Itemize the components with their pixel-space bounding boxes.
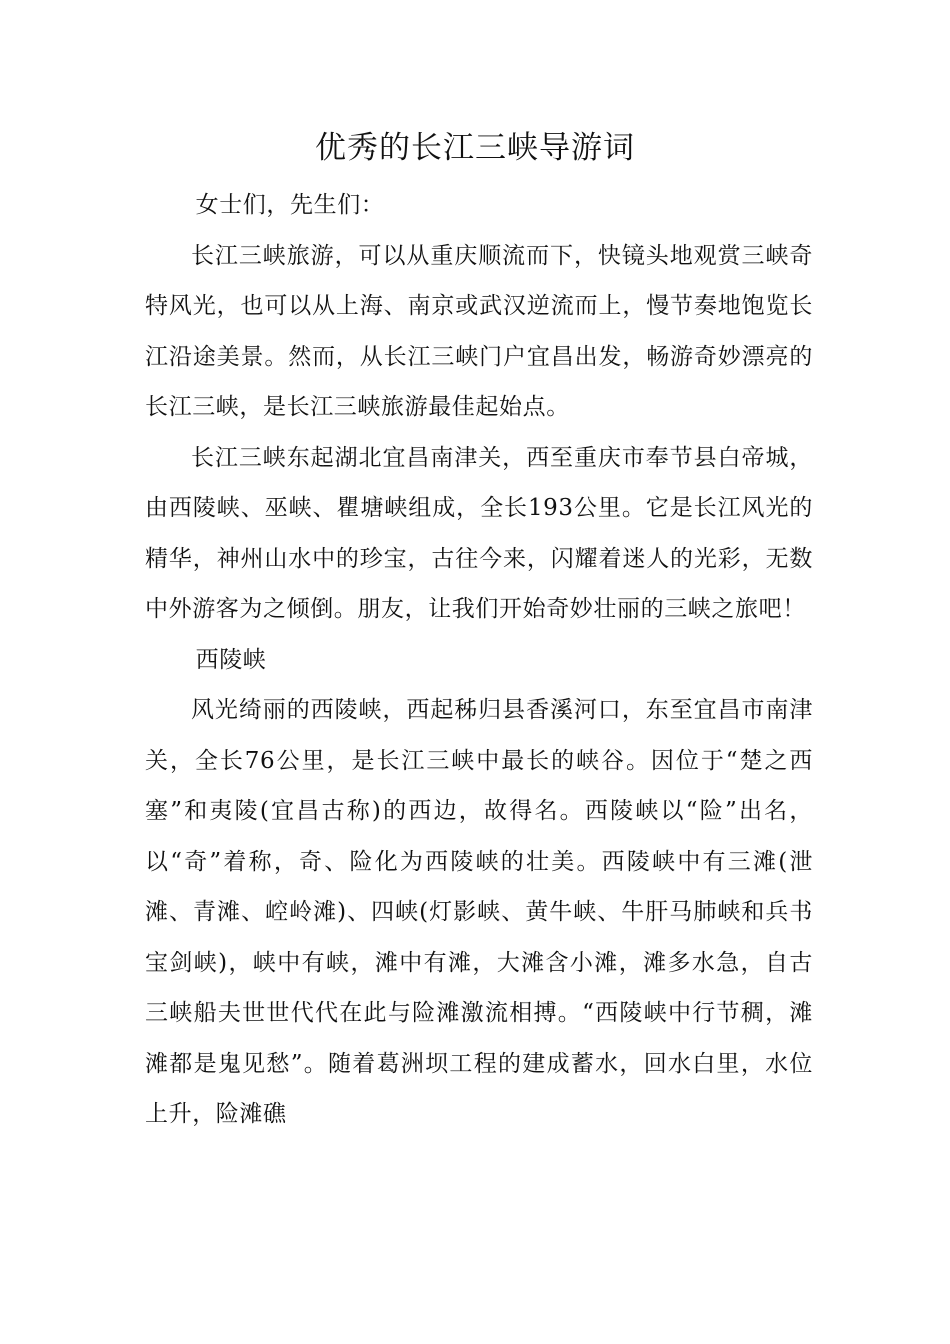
xiling-gorge-paragraph: 风光绮丽的西陵峡，西起秭归县香溪河口，东至宜昌市南津关，全长76公里，是长江三峡中最长的峡谷。因位于“楚之西塞”和夷陵(宜昌古称)的西边，故得名。西陵峡以“险”出名，以“奇”着称，奇、险化为西陵峡的壮美。西陵峡中有三滩(泄滩、青滩、崆岭滩)、四峡(灯影峡、黄牛峡、牛肝马肺峡和兵书宝剑峡)，峡中有峡，滩中有滩，大滩含小滩，滩多水急，自古三峡船夫世世代代在此与险滩激流相搏。“西陵峡中行节稠，滩滩都是鬼见愁”。随着葛洲坝工程的建成蓄水，回水白里，水位上升，险滩礁 — [145, 697, 813, 1127]
document-body — [145, 180, 813, 1140]
intro-paragraph: 长江三峡旅游，可以从重庆顺流而下，快镜头地观赏三峡奇特风光，也可以从上海、南京或武汉逆流而上，慢节奏地饱览长江沿途美景。然而，从长江三峡门户宜昌出发，畅游奇妙漂亮的长江三峡，是长江三峡旅游最佳起始点。 — [145, 242, 813, 420]
overview-paragraph: 长江三峡东起湖北宜昌南津关，西至重庆市奉节县白帝城，由西陵峡、巫峡、瞿塘峡组成，全长193公里。它是长江风光的精华，神州山水中的珍宝，古往今来，闪耀着迷人的光彩，无数中外游客为之倾倒。朋友，让我们开始奇妙壮丽的三峡之旅吧！ — [145, 444, 813, 622]
document-title: 优秀的长江三峡导游词 — [315, 130, 635, 166]
section-heading-xiling-gorge: 西陵峡 — [195, 646, 267, 673]
salutation-paragraph: 女士们，先生们： — [195, 192, 385, 218]
